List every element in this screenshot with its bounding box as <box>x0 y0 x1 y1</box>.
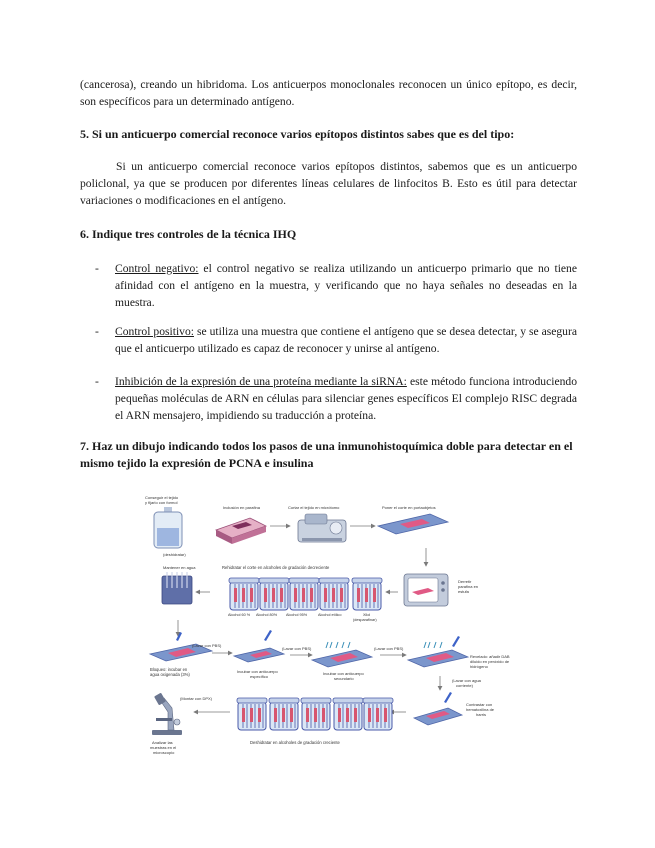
rehidratar-label: Rehidratar el corte en alcoholes de gradación decreciente <box>222 565 330 570</box>
incubar-2-label-2: secundario <box>334 676 354 681</box>
water-rack-icon <box>162 572 192 604</box>
control-positivo-term: Control positivo: <box>115 325 194 338</box>
control-negativo-term: Control negativo: <box>115 262 199 275</box>
step3-label: Cortar el tejido en micrótomo <box>288 505 340 510</box>
secondary-antibody-slide-icon <box>312 642 372 667</box>
step4-label: Poner el corte en portaobjetos <box>382 505 436 510</box>
incubar-1-label-1: Incubar con anticuerpo <box>237 669 278 674</box>
intro-paragraph: (cancerosa), creando un hibridoma. Los anticuerpos monoclonales reconocen un único epítopo, es decir, son específicos para un determinado antígeno. <box>80 78 577 108</box>
alcohol-jar-icon <box>229 578 259 610</box>
question-5-heading: 5. Si un anticuerpo comercial reconoce varios epítopos distintos sabes que es del tipo: <box>80 127 515 141</box>
montar-label: (Montar con DPX) <box>180 696 213 701</box>
bloqueo-label-2: agua oxigenada (3%) <box>150 672 190 677</box>
alcohol-jar-icon <box>319 578 349 610</box>
step1b-label: y fijarlo con formol <box>145 500 178 505</box>
question-7-heading: 7. Haz un dibujo indicando todos los pasos de una inmunohistoquímica doble para detectar en el mismo tejido la expresión de PCNA e insulina <box>80 439 573 470</box>
control-positivo-text: se utiliza una muestra que contiene el antígeno que se desea detectar, y se asegura que el anticuerpo utilizado es capaz de reconocer y unirse al antígeno. <box>115 325 577 355</box>
microscope-icon <box>152 693 182 735</box>
mantener-label: Mantener en agua <box>163 565 196 570</box>
formalin-bottle-icon <box>154 507 182 548</box>
bloqueo-label-1: Bloqueo: incubar en <box>150 667 188 672</box>
hematoxylin-slide-icon <box>414 692 462 725</box>
primary-antibody-slide-icon <box>234 630 284 662</box>
xylene-jar-icon <box>352 578 382 610</box>
alcohol-jar-icon <box>259 578 289 610</box>
control-negativo-text: el control negativo se realiza utilizando un anticuerpo primario que no tiene afinidad con el antígeno en la muestra, y verificando que no haya señales no deseadas en la muestra. <box>115 262 577 309</box>
list-dash: - <box>95 262 99 275</box>
lavar-agua-label-1: (Lavar con agua <box>452 678 481 683</box>
oven-label-2: parafina en <box>458 584 479 589</box>
sirna-term: Inhibición de la expresión de una proteína mediante la siRNA: <box>115 375 407 388</box>
revelado-label-1: Revelado: añadir DAB <box>470 654 510 659</box>
desparafinar-label: (desparafinar) <box>353 618 377 622</box>
incubar-1-label-2: específico <box>250 674 269 679</box>
alcohol-95-label: Alcohol 95% <box>286 613 308 617</box>
contrastar-label-1: Contrastar con <box>466 702 493 707</box>
analizar-label-1: Analizar las <box>152 740 173 745</box>
alcohol-jar-icon <box>269 698 299 730</box>
lavar-pbs-label: (Lavar con PBS) <box>374 646 404 651</box>
oven-label-1: Derretir <box>458 579 472 584</box>
contrastar-label-2: hematoxilina de <box>466 707 495 712</box>
alcohol-jar-icon <box>237 698 267 730</box>
alcohol-80-label: Alcohol 80% <box>256 613 278 617</box>
paraffin-cassette-icon <box>216 518 266 544</box>
revelado-label-3: hidrógeno <box>470 664 488 669</box>
lavar-pbs-label: (Lavar con PBS) <box>192 643 222 648</box>
question-5-answer: Si un anticuerpo comercial reconoce varios epítopos distintos, sabemos que es un anticuerpo policlonal, ya que se producen por diferentes líneas celulares de linfocitos B. Esto es útil para detectar variaciones o modificaciones en el antígeno. <box>80 160 577 207</box>
oven-label-3: estufa <box>458 589 469 594</box>
lavar-pbs-label: (Lavar con PBS) <box>282 646 312 651</box>
revelado-label-2: diluido en peróxido de <box>470 659 510 664</box>
alcohol-jar-icon <box>301 698 331 730</box>
step2-label: Inclusión en parafina <box>223 505 260 510</box>
question-6-heading: 6. Indique tres controles de la técnica IHQ <box>80 227 297 241</box>
dehidratar-label: (deshidratar) <box>163 552 186 557</box>
contrastar-label-3: harris <box>476 712 487 717</box>
xilol-label: Xilol <box>363 613 371 617</box>
microtome-icon <box>298 514 346 542</box>
alcohol-jar-icon <box>289 578 319 610</box>
incubar-2-label-1: Incubar con anticuerpo <box>323 671 364 676</box>
deshidratar-label: Deshidratar en alcoholes de gradación creciente <box>250 740 340 745</box>
alcohol-jar-icon <box>333 698 363 730</box>
step1-label: Conseguir el tejido <box>145 495 179 500</box>
analizar-label-3: microscopio <box>153 750 175 755</box>
list-dash: - <box>95 325 99 338</box>
alcohol-etilico-label: Alcohol etílico <box>318 613 342 617</box>
alcohol-60-label: Alcohol 60 % <box>228 613 251 617</box>
oven-icon <box>404 574 448 606</box>
analizar-label-2: muestras en el <box>150 745 177 750</box>
slide-with-section-icon <box>378 514 448 534</box>
sirna-text: este método funciona introduciendo pequeñas moléculas de ARN en células para silenciar genes específicos El complejo RISC degrada el ARN mensajero, impidiendo su traducción a proteína. <box>115 375 577 422</box>
alcohol-jar-icon <box>363 698 393 730</box>
list-dash: - <box>95 375 99 388</box>
lavar-agua-label-2: corriente) <box>456 683 473 688</box>
dab-reveal-slide-icon <box>408 636 468 667</box>
